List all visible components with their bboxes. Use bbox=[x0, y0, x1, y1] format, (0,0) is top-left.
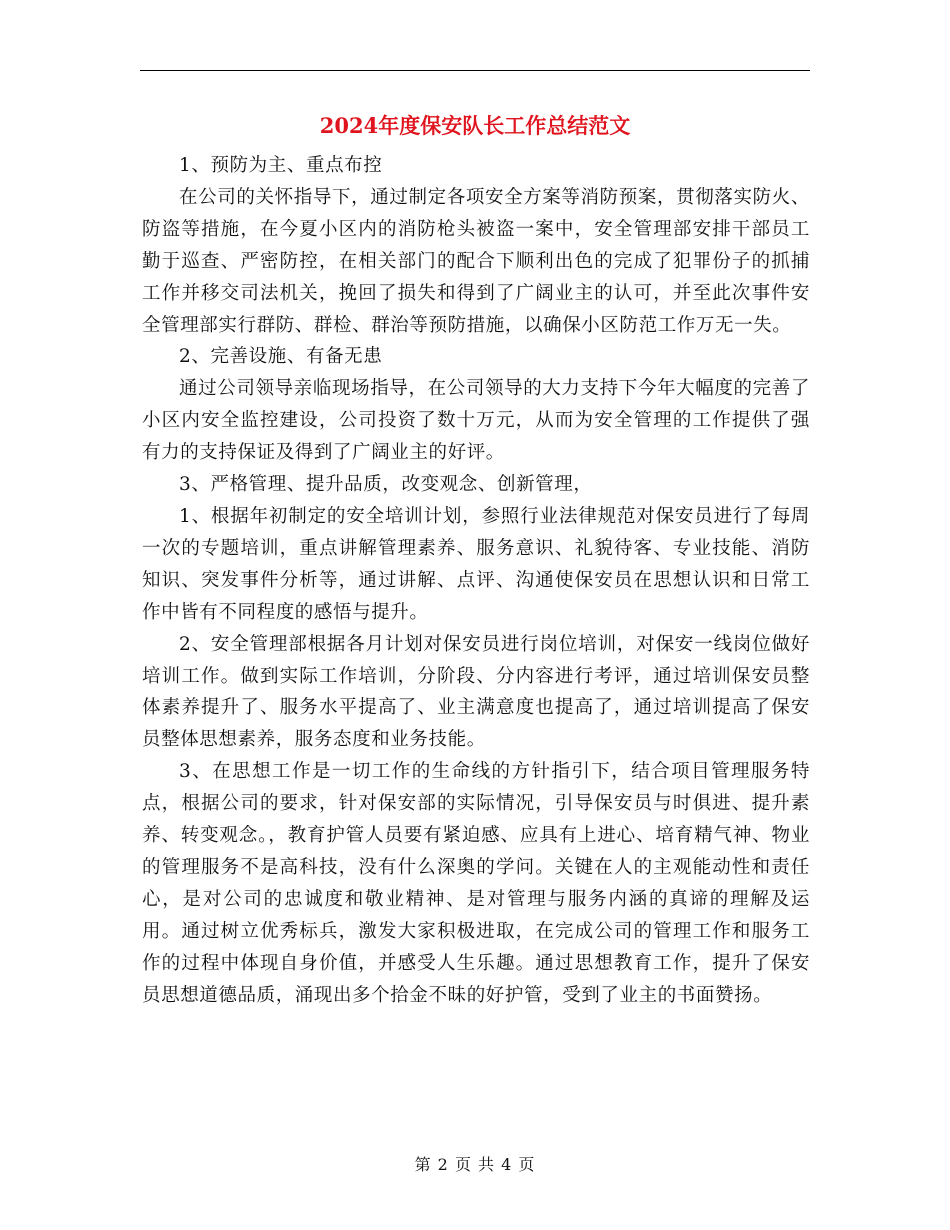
paragraph-post-training: 2、安全管理部根据各月计划对保安员进行岗位培训，对保安一线岗位做好培训工作。做到实际工作培训，分阶段、分内容进行考评，通过培训保安员整体素养提升了、服务水平提高了、业主满意度也提高了，通过培训提高了保安员整体思想素养，服务态度和业务技能。 bbox=[142, 633, 810, 751]
section-heading-prevention: 1、预防为主、重点布控 bbox=[179, 155, 383, 176]
page-number-footer: 第 2 页 共 4 页 bbox=[414, 1155, 536, 1174]
header-rule bbox=[140, 70, 810, 71]
paragraph-prevention: 在公司的关怀指导下，通过制定各项安全方案等消防预案，贯彻落实防火、防盗等措施，在今夏小区内的消防枪头被盗一案中，安全管理部安排干部员工勤于巡查、严密防控，在相关部门的配合下顺利出色的完成了犯罪份子的抓捕工作并移交司法机关，挽回了损失和得到了广阔业主的认可，并至此次事件安全管理部实行群防、群检、群治等预防措施，以确保小区防范工作万无一失。 bbox=[142, 186, 810, 336]
section-heading-management: 3、严格管理、提升品质，改变观念、创新管理， bbox=[179, 474, 593, 496]
paragraph-training-plan: 1、根据年初制定的安全培训计划，参照行业法律规范对保安员进行了每周一次的专题培训，重点讲解管理素养、服务意识、礼貌待客、专业技能、消防知识、突发事件分析等，通过讲解、点评、沟通使保安员在思想认识和日常工作中皆有不同程度的感悟与提升。 bbox=[142, 505, 810, 623]
section-heading-facilities: 2、完善设施、有备无患 bbox=[179, 346, 383, 368]
document-body bbox=[142, 150, 810, 1011]
document-title: 2024年度保安队长工作总结范文 bbox=[319, 113, 631, 138]
paragraph-ideology-work: 3、在思想工作是一切工作的生命线的方针指引下，结合项目管理服务特点，根据公司的要求，针对保安部的实际情况，引导保安员与时俱进、提升素养、转变观念。，教育护管人员要有紧迫感、应具有上进心、培育精气神、物业的管理服务不是高科技，没有什么深奥的学问。关键在人的主观能动性和责任心，是对公司的忠诚度和敬业精神、是对管理与服务内涵的真谛的理解及运用。通过树立优秀标兵，激发大家积极进取，在完成公司的管理工作和服务工作的过程中体现自身价值，并感受人生乐趣。通过思想教育工作，提升了保安员思想道德品质，涌现出多个拾金不昧的好护管，受到了业主的书面赞扬。 bbox=[142, 761, 810, 1006]
paragraph-facilities: 通过公司领导亲临现场指导，在公司领导的大力支持下今年大幅度的完善了小区内安全监控建设，公司投资了数十万元，从而为安全管理的工作提供了强有力的支持保证及得到了广阔业主的好评。 bbox=[142, 378, 810, 464]
